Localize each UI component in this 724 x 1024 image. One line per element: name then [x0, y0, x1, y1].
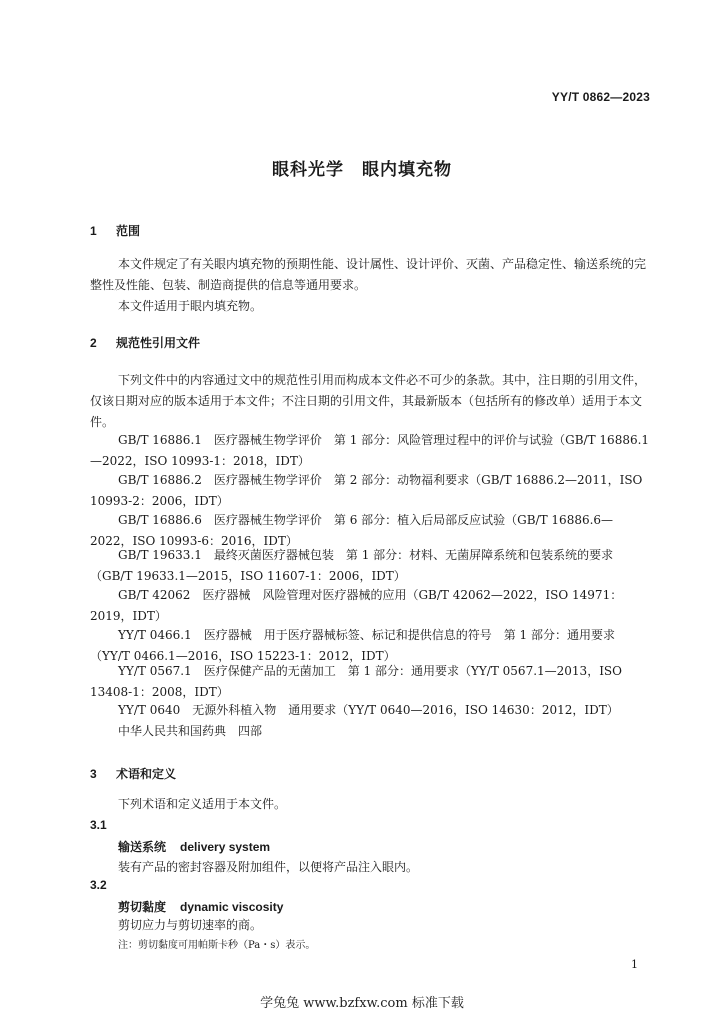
section-title: 范围: [116, 224, 141, 238]
term-heading: [118, 838, 270, 855]
scope-paragraph-2: 本文件适用于眼内填充物。: [118, 299, 263, 313]
reference-item: GB/T 16886.1 医疗器械生物学评价 第 1 部分：风险管理过程中的评价与试验（GB/T 16886.1—2022，ISO 10993-1：2018，IDT）: [90, 433, 650, 468]
reference-item: 中华人民共和国药典 四部: [118, 724, 263, 738]
reference-item: GB/T 16886.2 医疗器械生物学评价 第 2 部分：动物福利要求（GB/T 16886.2—2011，ISO 10993-2：2006，IDT）: [90, 473, 643, 508]
reference-item: GB/T 16886.6 医疗器械生物学评价 第 6 部分：植入后局部反应试验（GB/T 16886.6—2022，ISO 10993-6：2016，IDT）: [90, 513, 614, 548]
title-part-2: 眼内填充物: [362, 160, 452, 180]
term-number: 3.1: [90, 818, 107, 832]
title-part-1: 眼科光学: [272, 160, 344, 180]
standard-number: YY/T 0862—2023: [551, 90, 650, 104]
term-en: dynamic viscosity: [180, 900, 284, 914]
scope-paragraph-1: 本文件规定了有关眼内填充物的预期性能、设计属性、设计评价、灭菌、产品稳定性、输送系统的完整性及性能、包装、制造商提供的信息等通用要求。: [90, 257, 647, 292]
document-title: [0, 155, 724, 180]
section-2-heading: [90, 334, 200, 351]
reference-item: GB/T 19633.1 最终灭菌医疗器械包装 第 1 部分：材料、无菌屏障系统和包装系统的要求（GB/T 19633.1—2015，ISO 11607-1：2006，IDT）: [90, 548, 614, 583]
section-3-heading: [90, 765, 176, 782]
term-number: 3.2: [90, 878, 107, 892]
reference-item: YY/T 0640 无源外科植入物 通用要求（YY/T 0640—2016，ISO 14630：2012，IDT）: [118, 703, 619, 717]
reference-item: YY/T 0466.1 医疗器械 用于医疗器械标签、标记和提供信息的符号 第 1 部分：通用要求（YY/T 0466.1—2016，ISO 15223-1：2012，IDT）: [90, 628, 615, 663]
reference-item: YY/T 0567.1 医疗保健产品的无菌加工 第 1 部分：通用要求（YY/T 0567.1—2013，ISO 13408-1：2008，IDT）: [90, 664, 622, 699]
section-title: 术语和定义: [116, 767, 177, 781]
term-heading: [118, 898, 283, 915]
section-title: 规范性引用文件: [116, 336, 201, 350]
terms-intro: 下列术语和定义适用于本文件。: [118, 797, 287, 811]
section-1-heading: [90, 222, 140, 239]
reference-item: GB/T 42062 医疗器械 风险管理对医疗器械的应用（GB/T 42062—2022，ISO 14971：2019，IDT）: [90, 588, 623, 623]
term-en: delivery system: [180, 840, 271, 854]
section-number: 3: [90, 767, 97, 781]
term-definition: 装有产品的密封容器及附加组件，以便将产品注入眼内。: [118, 860, 419, 874]
term-definition: 剪切应力与剪切速率的商。: [118, 918, 263, 932]
section-number: 1: [90, 224, 97, 238]
term-zh: 剪切黏度: [118, 900, 167, 914]
page-number: 1: [631, 958, 638, 971]
footer-watermark: 学兔兔 www.bzfxw.com 标准下载: [260, 996, 464, 1011]
normative-intro: 下列文件中的内容通过文中的规范性引用而构成本文件必不可少的条款。其中，注日期的引用文件，仅该日期对应的版本适用于本文件；不注日期的引用文件，其最新版本（包括所有的修改单）适用于本文件。: [90, 373, 647, 429]
section-number: 2: [90, 336, 97, 350]
term-zh: 输送系统: [118, 840, 167, 854]
term-note: 注：剪切黏度可用帕斯卡秒（Pa・s）表示。: [118, 940, 316, 951]
